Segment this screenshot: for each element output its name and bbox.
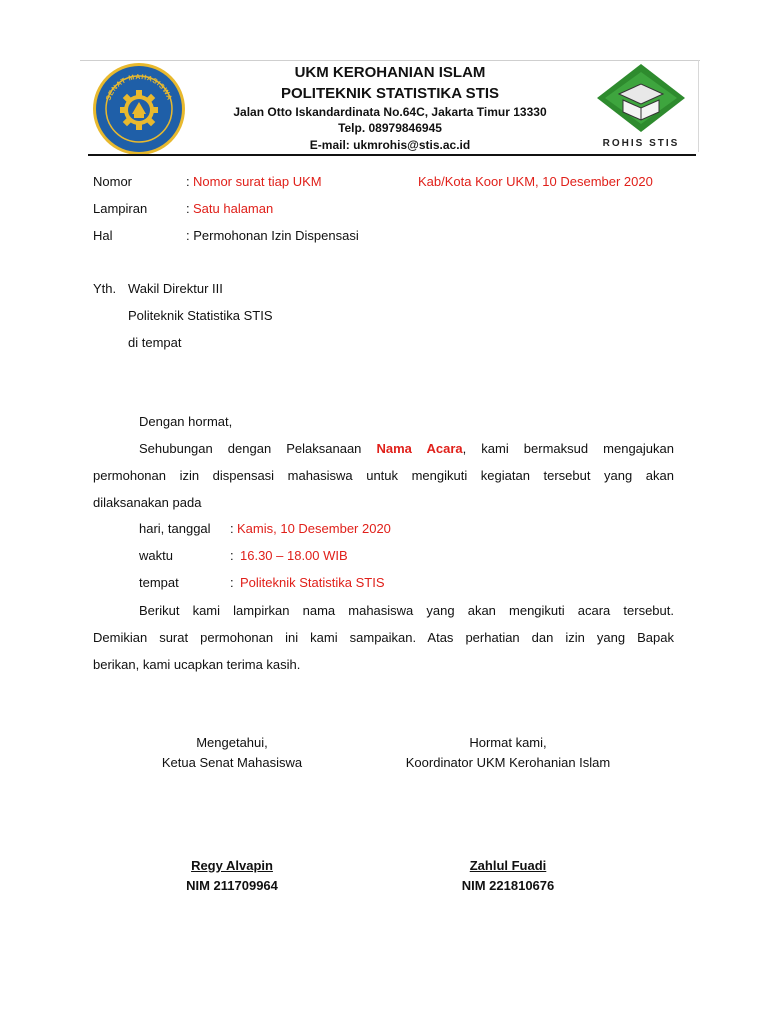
detail-value-date: Kamis, 10 Desember 2020 [237,521,391,536]
institution-name: POLITEKNIK STATISTIKA STIS [280,85,500,102]
senat-mahasiswa-logo [92,62,186,156]
letterhead-rule [88,154,696,156]
address: Jalan Otto Iskandardinata No.64C, Jakarta Timur 13330 [233,105,547,119]
detail-label-date: hari, tanggal [139,521,211,536]
hal-value: : Permohonan Izin Dispensasi [186,228,359,243]
sign-right-name: Zahlul Fuadi [469,858,547,873]
sign-right-line1: Hormat kami, [469,735,547,750]
hal-label: Hal [93,228,113,243]
logo-right-text: ROHIS STIS [602,138,680,149]
lampiran-colon: : [186,201,190,216]
place-date: Kab/Kota Koor UKM, 10 Desember 2020 [418,174,653,189]
page-top-border [80,60,700,61]
recipient-place: di tempat [128,335,182,350]
lampiran-value: Satu halaman [193,201,274,216]
email: E-mail: ukmrohis@stis.ac.id [309,138,471,152]
nomor-value: Nomor surat tiap UKM [193,174,322,189]
paragraph-1-line-3: dilaksanakan pada [93,495,202,510]
sign-left-nim: NIM 211709964 [186,878,278,893]
event-name: Nama Acara [376,441,463,456]
lampiran-label: Lampiran [93,201,148,216]
detail-colon-date: : [230,521,234,536]
paragraph-1-line-1: Sehubungan dengan Pelaksanaan Nama Acara, kami bermaksud mengajukan [139,441,674,456]
detail-colon-place: : [230,575,234,590]
yth-label: Yth. [93,281,117,296]
paragraph-2-line-3: berikan, kami ucapkan terima kasih. [93,657,301,672]
sign-left-line2: Ketua Senat Mahasiswa [161,755,303,770]
paragraph-2-line-1: Berikut kami lampirkan nama mahasiswa yang akan mengikuti acara tersebut. [139,603,674,618]
detail-value-place: Politeknik Statistika STIS [240,575,385,590]
paragraph-2-line-2: Demikian surat permohonan ini kami sampaikan. Atas perhatian dan izin yang Bapak [93,630,674,645]
sign-left-line1: Mengetahui, [196,735,268,750]
paragraph-1-line-2: permohonan izin dispensasi mahasiswa untuk mengikuti kegiatan tersebut yang akan [93,468,674,483]
rohis-stis-logo [593,62,689,150]
detail-value-time: 16.30 – 18.00 WIB [240,548,348,563]
phone: Telp. 08979846945 [338,121,442,135]
recipient-institution: Politeknik Statistika STIS [128,308,273,323]
detail-colon-time: : [230,548,234,563]
page-right-border [698,60,699,152]
detail-label-time: waktu [139,548,173,563]
sign-right-nim: NIM 221810676 [461,878,555,893]
recipient-name: Wakil Direktur III [128,281,223,296]
greeting: Dengan hormat, [139,414,233,429]
nomor-colon: : [186,174,190,189]
logo-left-text: SENAT MAHASISWA [105,73,173,102]
sign-left-name: Regy Alvapin [191,858,273,873]
sign-right-line2: Koordinator UKM Kerohanian Islam [405,755,611,770]
detail-label-place: tempat [139,575,179,590]
org-name: UKM KEROHANIAN ISLAM [294,64,486,81]
nomor-label: Nomor [93,174,133,189]
